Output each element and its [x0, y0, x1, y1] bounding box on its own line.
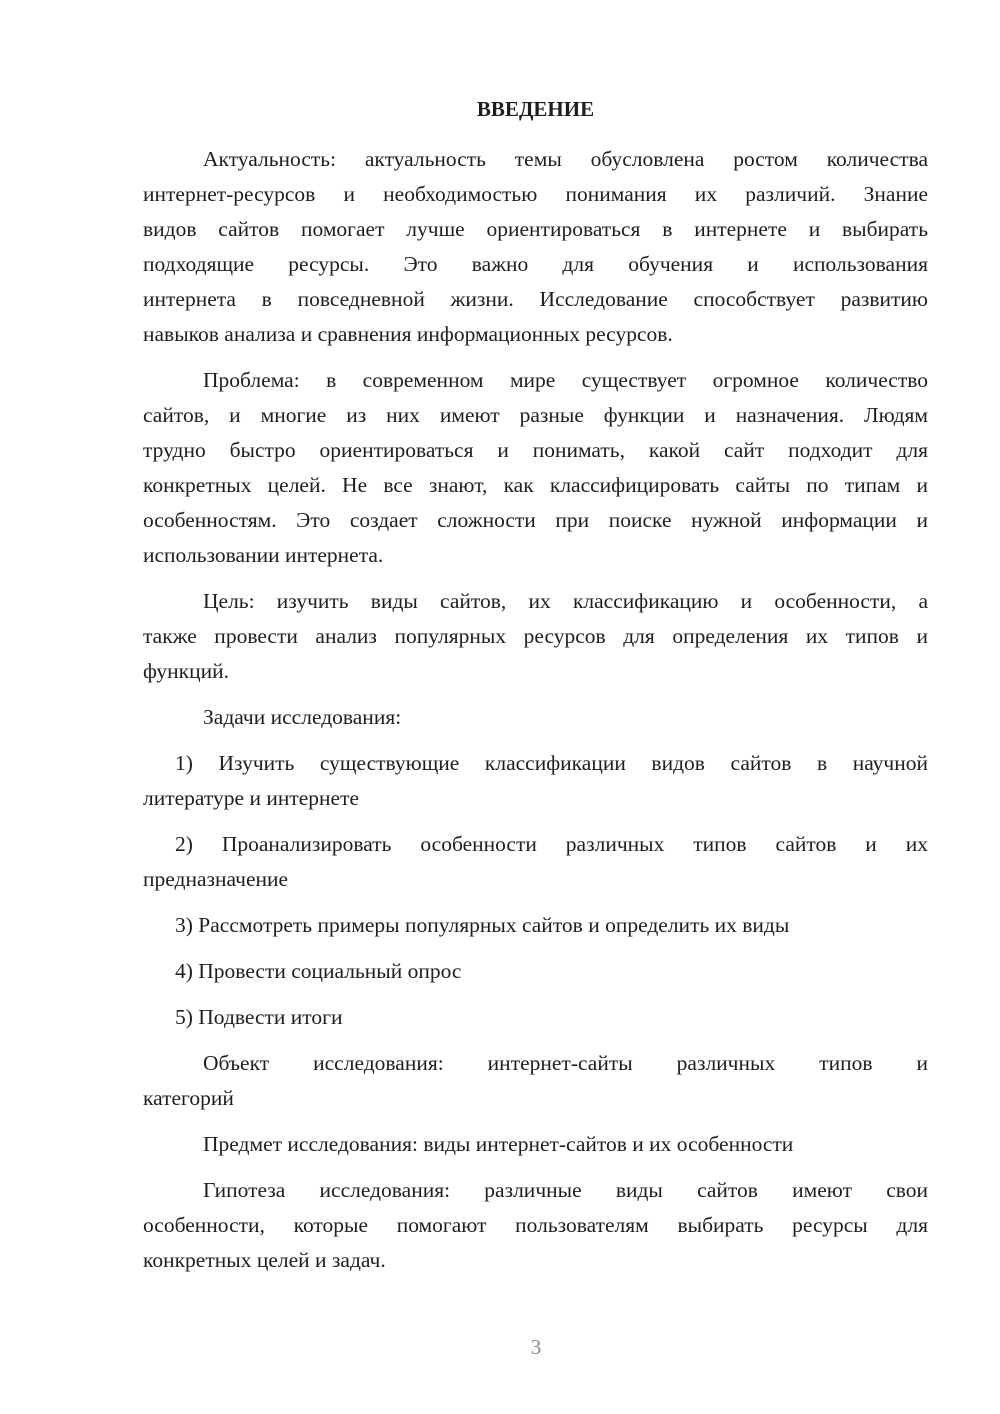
text-line: предназначение [143, 867, 289, 891]
text-line: Гипотеза исследования: различные виды сайтов имеют свои [203, 1178, 928, 1202]
text-line: Актуальность: актуальность темы обусловлена ростом количества [203, 147, 928, 171]
paragraph [143, 700, 928, 735]
page-number: 3 [530, 1335, 542, 1359]
paragraph [143, 584, 928, 689]
text-line: Объект исследования: интернет-сайты различных типов и [203, 1051, 928, 1075]
list-item [143, 1000, 928, 1035]
text-line: литературе и интернете [143, 786, 360, 810]
text-line: функций. [143, 659, 229, 683]
text-line: конкретных целей. Не все знают, как классифицировать сайты по типам и [143, 473, 928, 497]
text-line: особенности, которые помогают пользователям выбирать ресурсы для [143, 1213, 928, 1237]
text-line: Задачи исследования: [203, 705, 402, 729]
paragraph [143, 142, 928, 352]
paragraph [143, 1046, 928, 1116]
section-body [143, 142, 928, 1278]
text-line: Проблема: в современном мире существует огромное количество [203, 368, 928, 392]
text-line: 5) Подвести итоги [175, 1005, 343, 1029]
text-line: категорий [143, 1086, 234, 1110]
list-item [143, 746, 928, 816]
text-line: 3) Рассмотреть примеры популярных сайтов и определить их виды [175, 913, 790, 937]
text-line: трудно быстро ориентироваться и понимать, какой сайт подходит для [143, 438, 928, 462]
text-line: конкретных целей и задач. [143, 1248, 386, 1272]
page-content [143, 92, 928, 1289]
paragraph [143, 363, 928, 573]
text-line: интернета в повседневной жизни. Исследование способствует развитию [143, 287, 928, 311]
text-line: интернет-ресурсов и необходимостью понимания их различий. Знание [143, 182, 928, 206]
text-line: 4) Провести социальный опрос [175, 959, 462, 983]
text-line: особенностям. Это создает сложности при поиске нужной информации и [143, 508, 928, 532]
text-line: также провести анализ популярных ресурсов для определения их типов и [143, 624, 928, 648]
text-line: Предмет исследования: виды интернет-сайтов и их особенности [203, 1132, 794, 1156]
text-line: подходящие ресурсы. Это важно для обучения и использования [143, 252, 928, 276]
paragraph [143, 1173, 928, 1278]
text-line: 1) Изучить существующие классификации видов сайтов в научной [175, 751, 928, 775]
text-line: Цель: изучить виды сайтов, их классификацию и особенности, а [203, 589, 928, 613]
text-line: видов сайтов помогает лучше ориентироваться в интернете и выбирать [143, 217, 928, 241]
list-item [143, 954, 928, 989]
list-item [143, 908, 928, 943]
section-title: ВВЕДЕНИЕ [476, 97, 595, 121]
text-line: сайтов, и многие из них имеют разные функции и назначения. Людям [143, 403, 928, 427]
text-line: навыков анализа и сравнения информационных ресурсов. [143, 322, 673, 346]
text-line: 2) Проанализировать особенности различных типов сайтов и их [175, 832, 928, 856]
paragraph [143, 1127, 928, 1162]
text-line: использовании интернета. [143, 543, 384, 567]
list-item [143, 827, 928, 897]
